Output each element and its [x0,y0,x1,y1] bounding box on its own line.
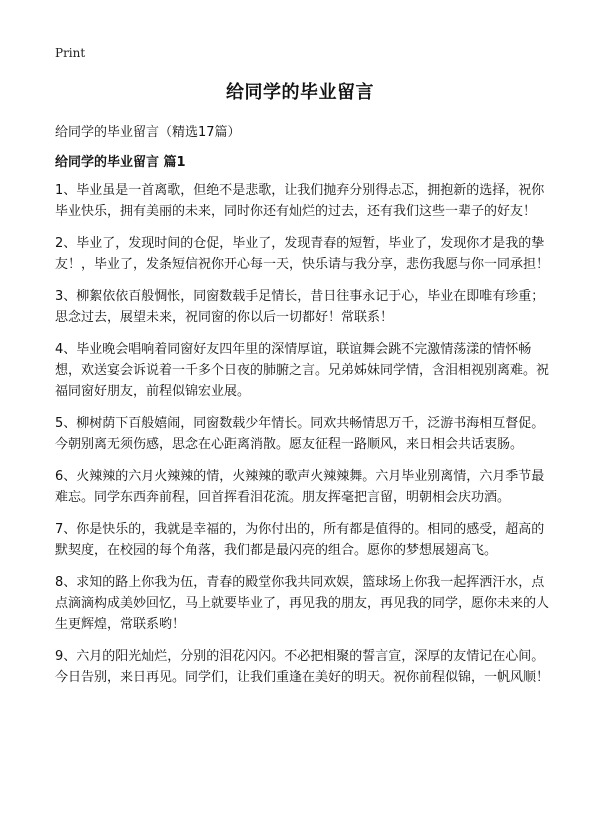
page-title: 给同学的毕业留言 [226,82,374,103]
paragraph-4: 4、毕业晚会唱响着同窗好友四年里的深情厚谊，联谊舞会跳不完激情荡漾的情怀畅想，欢送宴会诉说着一千多个日夜的肺腑之言。兄弟姊妹同学情，含泪相视别离难。祝福同窗好朋友，前程似锦宏业展。 [55,342,550,399]
paragraph-2: 2、毕业了，发现时间的仓促，毕业了，发现青春的短暂，毕业了，发现你才是我的挚友！，毕业了，发条短信祝你开心每一天，快乐请与我分享，悲伤我愿与你一同承担！ [55,236,550,272]
paragraph-8: 8、求知的路上你我为伍，青春的殿堂你我共同欢娱，篮球场上你我一起挥洒汗水，点点滴滴构成美妙回忆，马上就要毕业了，再见我的朋友，再见我的同学，愿你未来的人生更辉煌，常联系哟！ [55,575,550,632]
document-body [55,180,555,699]
document-subtitle: 给同学的毕业留言（精选17篇） [55,125,241,140]
paragraph-5: 5、柳树荫下百般嬉闹，同窗数载少年情长。同欢共畅情思万千，泛游书海相互督促。今朝别离无须伤感，思念在心距离消散。愿友征程一路顺风，来日相会共话衷肠。 [55,416,545,452]
section-heading: 给同学的毕业留言 篇1 [55,155,186,170]
paragraph-1: 1、毕业虽是一首离歌，但绝不是悲歌，让我们抛弃分别得忐忑，拥抱新的选择，祝你毕业快乐，拥有美丽的未来，同时你还有灿烂的过去，还有我们这些一辈子的好友！ [55,183,545,219]
paragraph-7: 7、你是快乐的，我就是幸福的，为你付出的，所有都是值得的。相同的感受，超高的默契度，在校园的每个角落，我们都是最闪亮的组合。愿你的梦想展翅高飞。 [55,522,545,558]
paragraph-3: 3、柳絮依依百般惆怅，同窗数载手足情长，昔日往事永记于心，毕业在即唯有珍重；思念过去，展望未来，祝同窗的你以后一切都好！常联系！ [55,289,545,325]
paragraph-6: 6、火辣辣的六月火辣辣的情，火辣辣的歌声火辣辣舞。六月毕业别离情，六月季节最难忘。同学东西奔前程，回首挥看泪花流。朋友挥毫把言留，明朝相会庆功酒。 [55,469,545,505]
paragraph-9: 9、六月的阳光灿烂，分别的泪花闪闪。不必把相聚的誓言宣，深厚的友情记在心间。今日告别，来日再见。同学们，让我们重逢在美好的明天。祝你前程似锦，一帆风顺！ [55,649,550,685]
print-link[interactable]: Print [55,46,86,60]
